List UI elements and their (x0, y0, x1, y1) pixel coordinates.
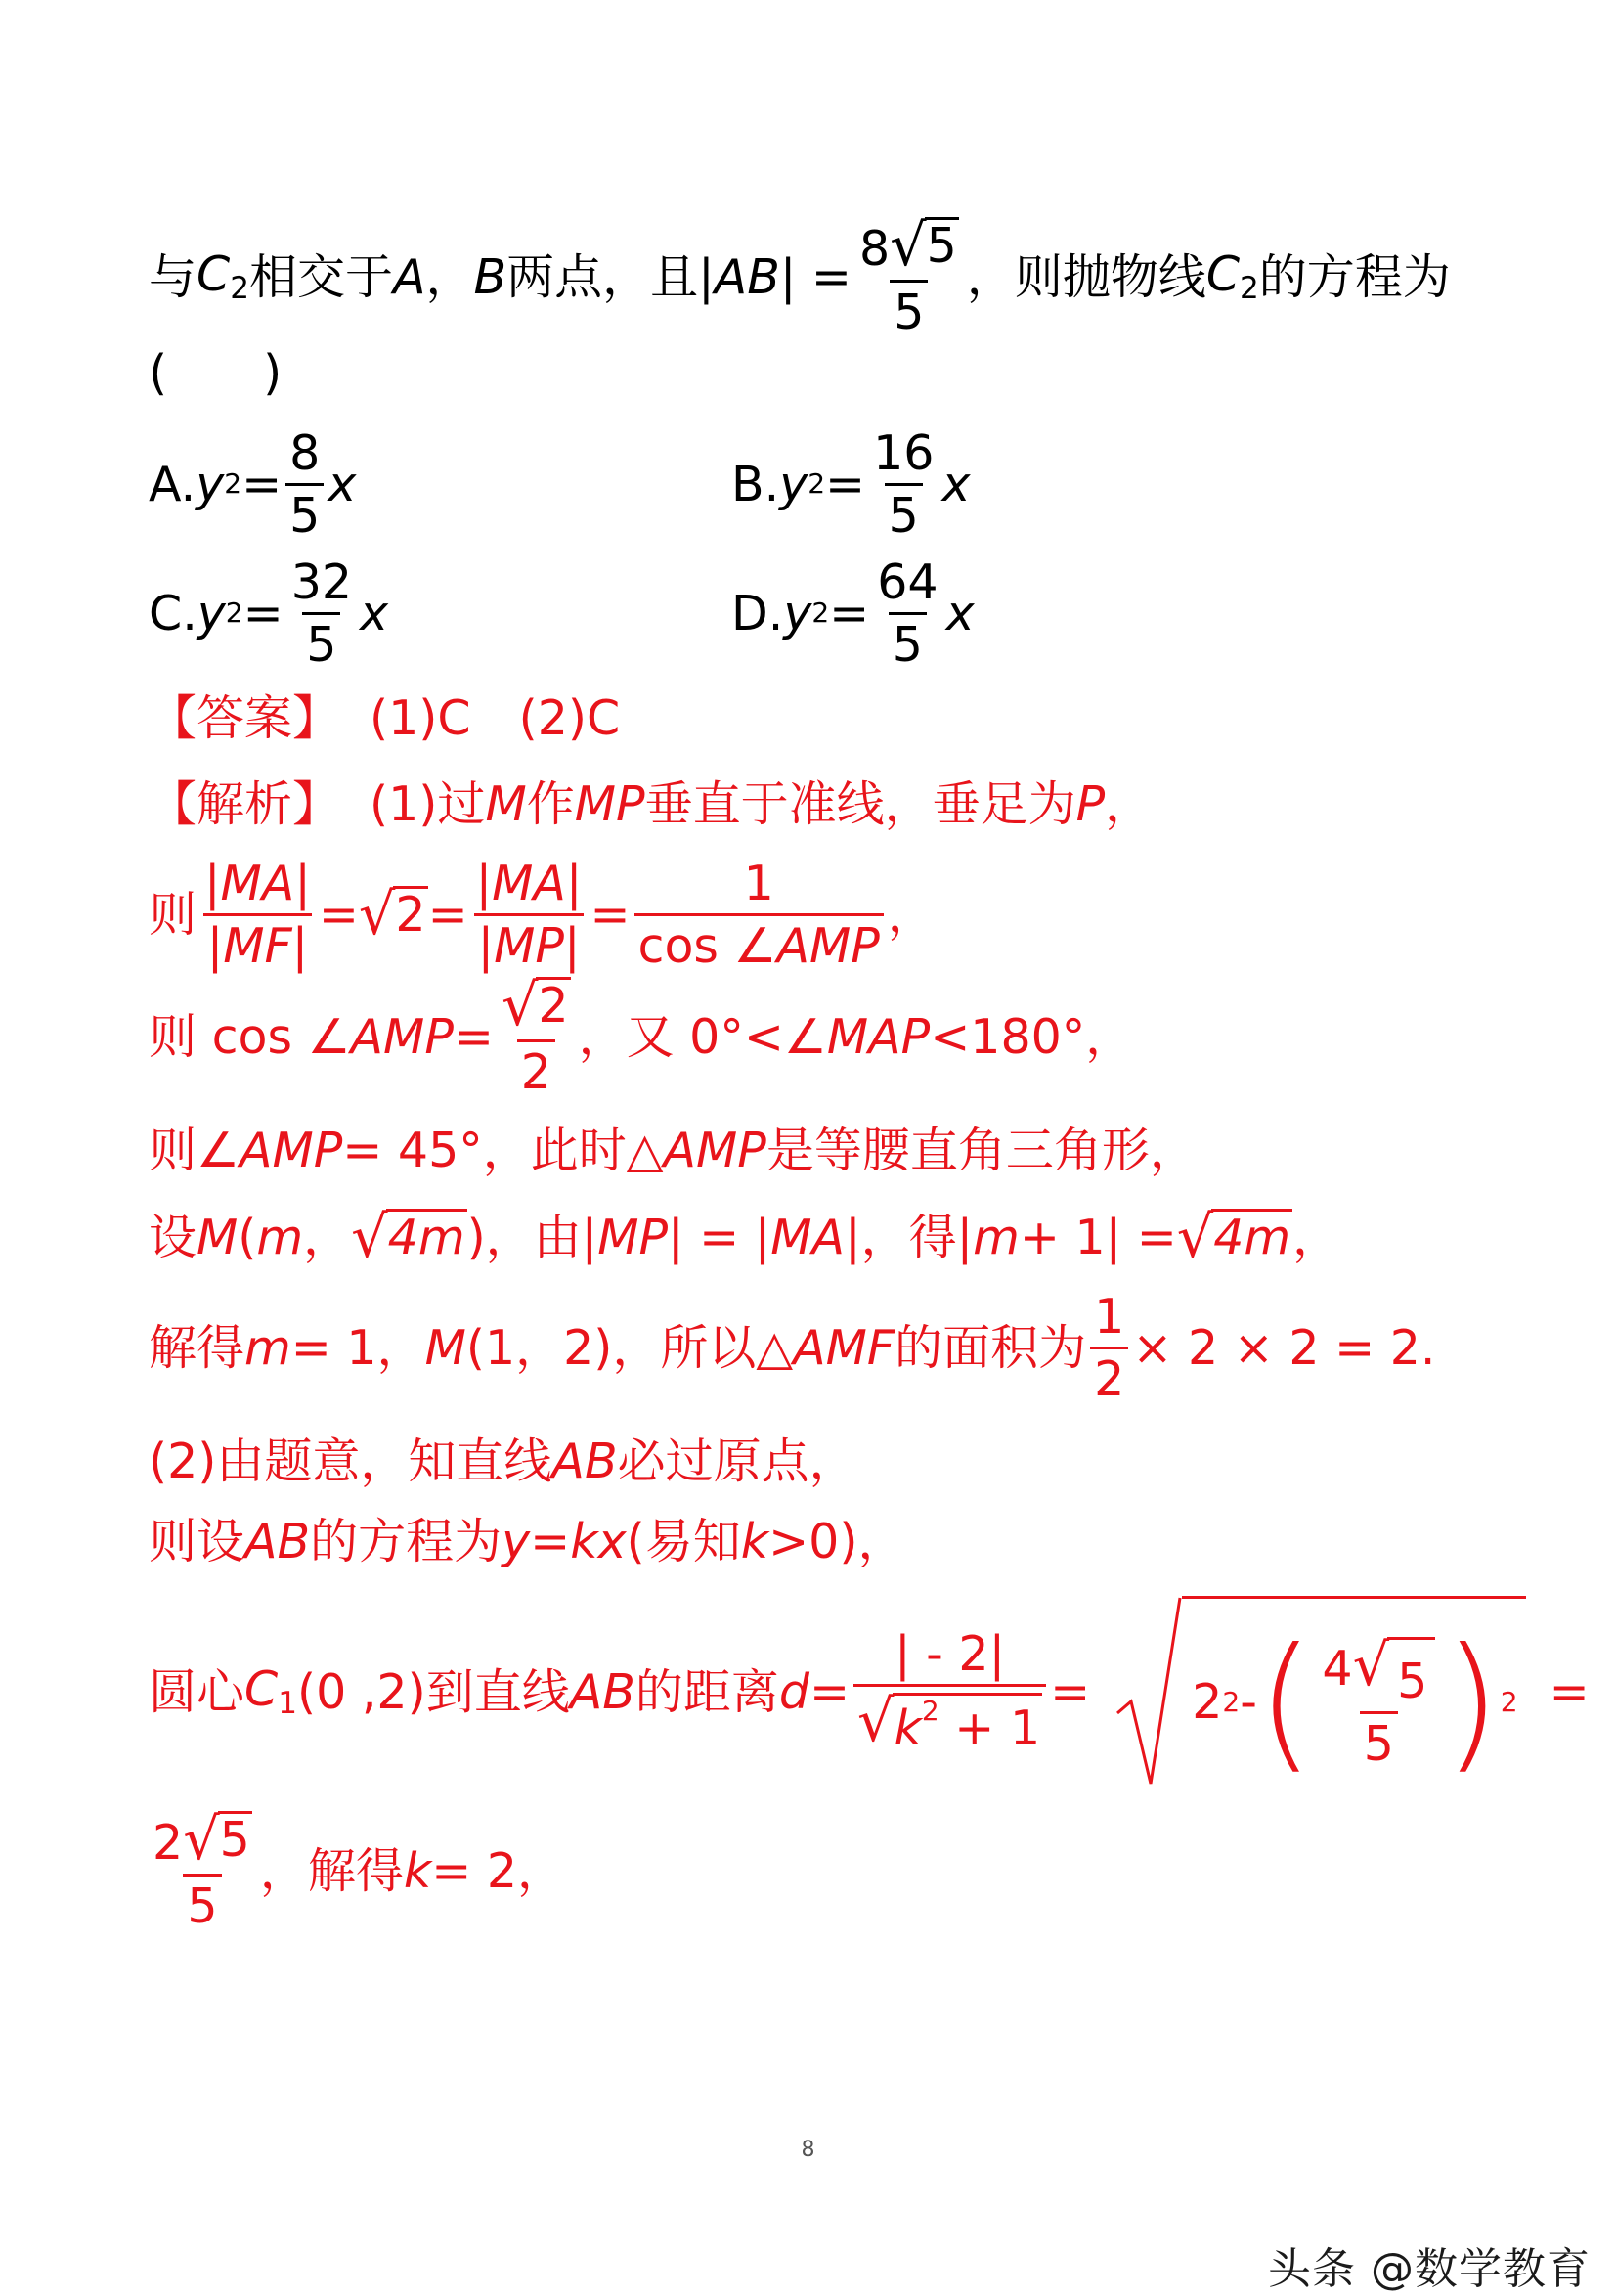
fraction-numerator (498, 970, 575, 1040)
c1-letter: C (244, 1660, 279, 1717)
var-y: y (502, 1514, 531, 1569)
fraction-denominator: |MF| (203, 913, 312, 970)
analysis-line-7 (149, 1434, 857, 1489)
answer-paren (149, 345, 283, 401)
option-c (149, 553, 389, 673)
c2-letter: C (197, 245, 231, 302)
fraction-numerator (149, 1804, 256, 1875)
var-m: m (244, 1319, 291, 1376)
text: (1)过 (370, 776, 486, 832)
option-fraction (873, 553, 941, 673)
text: 的方程为 (310, 1514, 502, 1569)
analysis-line-10 (149, 1804, 566, 1935)
fraction-numerator: |MA| (204, 855, 311, 911)
text: ，则抛物线 (966, 248, 1206, 305)
sqrt (890, 210, 959, 279)
fraction-denominator (853, 1684, 1046, 1757)
var-m: m (256, 1209, 304, 1265)
text: = (530, 1514, 571, 1569)
point-a: A (392, 248, 426, 305)
text: 圆心 (149, 1663, 245, 1720)
text: 则设 (149, 1514, 245, 1569)
option-fraction (285, 424, 324, 544)
text: = (241, 456, 283, 512)
radicand: 5 (926, 217, 957, 274)
radical-sign-icon: √ (351, 1203, 388, 1270)
text: | = | (668, 1209, 771, 1265)
sqrt (1176, 1203, 1292, 1270)
var: y (197, 585, 226, 641)
text: cos ∠ (637, 917, 777, 974)
fraction-denominator: 5 (302, 612, 340, 669)
exponent: 2 (225, 596, 243, 629)
text: × 2 × 2 = 2. (1132, 1319, 1436, 1376)
point-m: M (197, 1209, 239, 1265)
answer-tag: 【答案】 (149, 690, 341, 746)
option-d (731, 553, 975, 673)
fraction-sqrt2-2 (498, 970, 575, 1101)
text: 的面积为 (895, 1319, 1087, 1376)
text: = (318, 886, 359, 943)
sqrt (358, 879, 428, 948)
fraction-denominator: 5 (1360, 1711, 1398, 1768)
var-k: k (403, 1842, 432, 1899)
fraction-denominator: 5 (889, 612, 927, 669)
text: 解得 (149, 1319, 245, 1376)
radicand: 2 (538, 977, 569, 1034)
option-fraction (869, 424, 938, 544)
triangle-amp: AMP (663, 1123, 766, 1178)
text: = (808, 1663, 851, 1720)
text: >0)， (768, 1514, 906, 1569)
fraction-denominator: 5 (890, 280, 928, 336)
text: ( (238, 1209, 257, 1265)
text: = (1050, 1663, 1091, 1720)
coef: 4 (1322, 1640, 1353, 1697)
text: ，又 0°<∠ (578, 1008, 827, 1065)
text: ， (425, 248, 474, 305)
option-label: C. (149, 585, 197, 641)
text: 必过原点， (617, 1434, 857, 1489)
analysis-line-2 (149, 855, 936, 974)
fraction-denominator: 5 (183, 1874, 221, 1930)
base: 2 (1192, 1674, 1223, 1730)
exponent: 2 (224, 467, 242, 500)
radical-sign-icon: √ (501, 970, 539, 1038)
page-number: 8 (801, 2138, 815, 2162)
exponent: 2 (808, 467, 826, 500)
text: 两点，且| (506, 248, 715, 305)
line-ab: AB (551, 1434, 618, 1489)
fraction-denominator (634, 913, 884, 974)
text: 则 cos ∠ (149, 1008, 351, 1065)
big-radical-sign-icon (1114, 1596, 1182, 1788)
radicand: 5 (1387, 1637, 1435, 1705)
c2-subscript: 2 (230, 270, 249, 306)
radicand (893, 1693, 1043, 1757)
exponent: 2 (1500, 1685, 1518, 1718)
text: + 1 (939, 1700, 1041, 1757)
option-label: D. (731, 585, 784, 641)
fraction-numerator: 1 (743, 855, 774, 911)
coef: 8 (858, 220, 891, 277)
c2-letter: C (1205, 245, 1241, 302)
radical-sign-icon: √ (890, 210, 927, 279)
text: 设 (149, 1209, 197, 1265)
text: | = (779, 248, 852, 305)
text: (1，2)，所以△ (465, 1319, 794, 1376)
text: )，由| (466, 1209, 598, 1265)
curve-c2 (197, 245, 249, 306)
point-m: M (424, 1319, 466, 1376)
segment-ma: MA (770, 1209, 846, 1265)
var-d: d (778, 1663, 809, 1720)
radicand (1182, 1596, 1525, 1788)
text: 则 (149, 886, 197, 943)
c1-subscript: 1 (278, 1685, 297, 1721)
question-line-1 (149, 210, 1451, 341)
angle-map: MAP (826, 1008, 931, 1065)
sqrt (501, 970, 571, 1038)
sqrt (857, 1687, 1042, 1757)
var: x (945, 585, 975, 641)
fraction-denominator: 5 (885, 483, 923, 540)
answer-text: (1)C (2)C (370, 690, 621, 746)
text: ， (887, 886, 936, 943)
watermark: 头条 @数学教育 (1268, 2244, 1591, 2294)
var: y (779, 456, 808, 512)
analysis-line-5 (149, 1203, 1341, 1270)
radicand: 4m (1213, 1210, 1291, 1265)
text: 是等腰直角三角形， (765, 1123, 1198, 1178)
circle-center-c1 (244, 1660, 297, 1721)
option-b (731, 424, 971, 544)
text: 作 (526, 776, 575, 832)
text: + 1| = (1019, 1209, 1177, 1265)
angle-amp: AMP (776, 917, 880, 974)
text: (2)由题意，知直线 (149, 1434, 552, 1489)
option-label: B. (731, 456, 780, 512)
var: x (360, 585, 389, 641)
text: 垂直于准线，垂足为 (644, 776, 1076, 832)
fraction-half (1090, 1288, 1128, 1407)
text: ， (303, 1209, 352, 1265)
text: 相交于 (248, 248, 393, 305)
fraction-numerator: 32 (290, 553, 353, 610)
segment-mp: MP (574, 776, 645, 832)
analysis-line-3 (149, 970, 1134, 1101)
fraction-denominator: |MP| (474, 913, 585, 970)
coef: 2 (153, 1814, 184, 1871)
text: = (427, 886, 468, 943)
fraction-ma-mp (472, 855, 587, 974)
text: = 1， (290, 1319, 425, 1376)
var: x (941, 456, 971, 512)
var: y (196, 456, 225, 512)
fraction-numerator: 1 (1094, 1288, 1125, 1345)
text: ( ) (149, 345, 283, 401)
text: |，得| (845, 1209, 974, 1265)
analysis-line-8 (149, 1514, 906, 1569)
text: 的方程为 (1258, 248, 1451, 305)
exponent: 2 (811, 596, 830, 629)
left-paren-icon: ( (1256, 1616, 1315, 1788)
fraction-denominator: 5 (285, 483, 324, 540)
var-kx: kx (570, 1514, 627, 1569)
text: - (1240, 1674, 1257, 1730)
angle-amp: AMP (239, 1123, 343, 1178)
radical-sign-icon: √ (358, 879, 396, 948)
angle-amp: AMP (350, 1008, 454, 1065)
sqrt (183, 1804, 252, 1873)
text: (0 ,2)到直线 (296, 1663, 570, 1720)
var-k: k (740, 1514, 769, 1569)
distance-fraction (853, 1626, 1046, 1757)
segment-ab: AB (714, 248, 780, 305)
point-m: M (485, 776, 527, 832)
var-k: k (894, 1700, 922, 1757)
fraction-numerator (855, 210, 963, 281)
analysis-tag: 【解析】 (149, 776, 341, 832)
option-fraction (287, 553, 356, 673)
radicand: 4m (387, 1210, 465, 1265)
c2-subscript: 2 (1240, 270, 1259, 306)
text: = (590, 886, 631, 943)
radicand: 2 (395, 886, 426, 943)
analysis-line-4 (149, 1123, 1198, 1178)
text: ，解得 (259, 1842, 404, 1899)
triangle-amf: AMF (793, 1319, 895, 1376)
fraction-numerator: 8 (289, 424, 321, 481)
ab-length-fraction (855, 210, 963, 341)
radical-sign-icon: √ (183, 1804, 220, 1873)
sqrt (1352, 1630, 1436, 1709)
text: ， (1105, 776, 1154, 832)
var-m: m (973, 1209, 1020, 1265)
var: y (783, 585, 812, 641)
segment-mp: MP (597, 1209, 669, 1265)
right-paren-icon: ) (1443, 1616, 1501, 1788)
text: 的距离 (634, 1663, 779, 1720)
var: x (328, 456, 357, 512)
fraction-numerator (1318, 1630, 1439, 1711)
text: = (825, 456, 866, 512)
analysis-line-1 (149, 776, 1154, 832)
text: 则∠ (149, 1123, 240, 1178)
fraction-numerator: | - 2| (895, 1626, 1006, 1683)
text: = (829, 585, 870, 641)
fraction-denominator: 2 (1090, 1347, 1128, 1403)
line-ab: AB (569, 1663, 635, 1720)
text: 与 (149, 248, 197, 305)
point-p: P (1075, 776, 1106, 832)
fraction-ma-mf (200, 855, 315, 974)
text: = 45°，此时△ (342, 1123, 664, 1178)
line-ab: AB (244, 1514, 311, 1569)
radical-sign-icon: √ (1176, 1203, 1214, 1270)
analysis-line-6 (149, 1289, 1435, 1406)
text: (易知 (626, 1514, 741, 1569)
text: = 2， (431, 1842, 566, 1899)
point-b: B (473, 248, 507, 305)
option-label: A. (149, 456, 197, 512)
fraction-numerator: 64 (877, 553, 939, 610)
fraction-cos (634, 855, 884, 974)
big-sqrt (1114, 1596, 1525, 1788)
result-fraction (149, 1804, 256, 1935)
fraction-denominator: 2 (517, 1039, 555, 1096)
analysis-line-9 (149, 1594, 1590, 1789)
text: <180°， (930, 1008, 1134, 1065)
exponent: 2 (1222, 1685, 1241, 1718)
answer-line (149, 690, 621, 746)
radical-sign-icon: √ (1352, 1630, 1390, 1699)
inner-fraction (1318, 1630, 1439, 1772)
radical-sign-icon: √ (857, 1687, 895, 1755)
text: = (453, 1008, 494, 1065)
fraction-numerator: |MA| (475, 855, 583, 911)
text: = (1549, 1663, 1590, 1720)
exponent: 2 (921, 1695, 939, 1728)
curve-c2 (1205, 245, 1259, 306)
text: = (242, 585, 284, 641)
text: ， (1292, 1209, 1341, 1265)
option-a (149, 424, 357, 544)
sqrt (351, 1203, 466, 1270)
radicand: 5 (219, 1811, 250, 1868)
fraction-numerator: 16 (873, 424, 935, 481)
